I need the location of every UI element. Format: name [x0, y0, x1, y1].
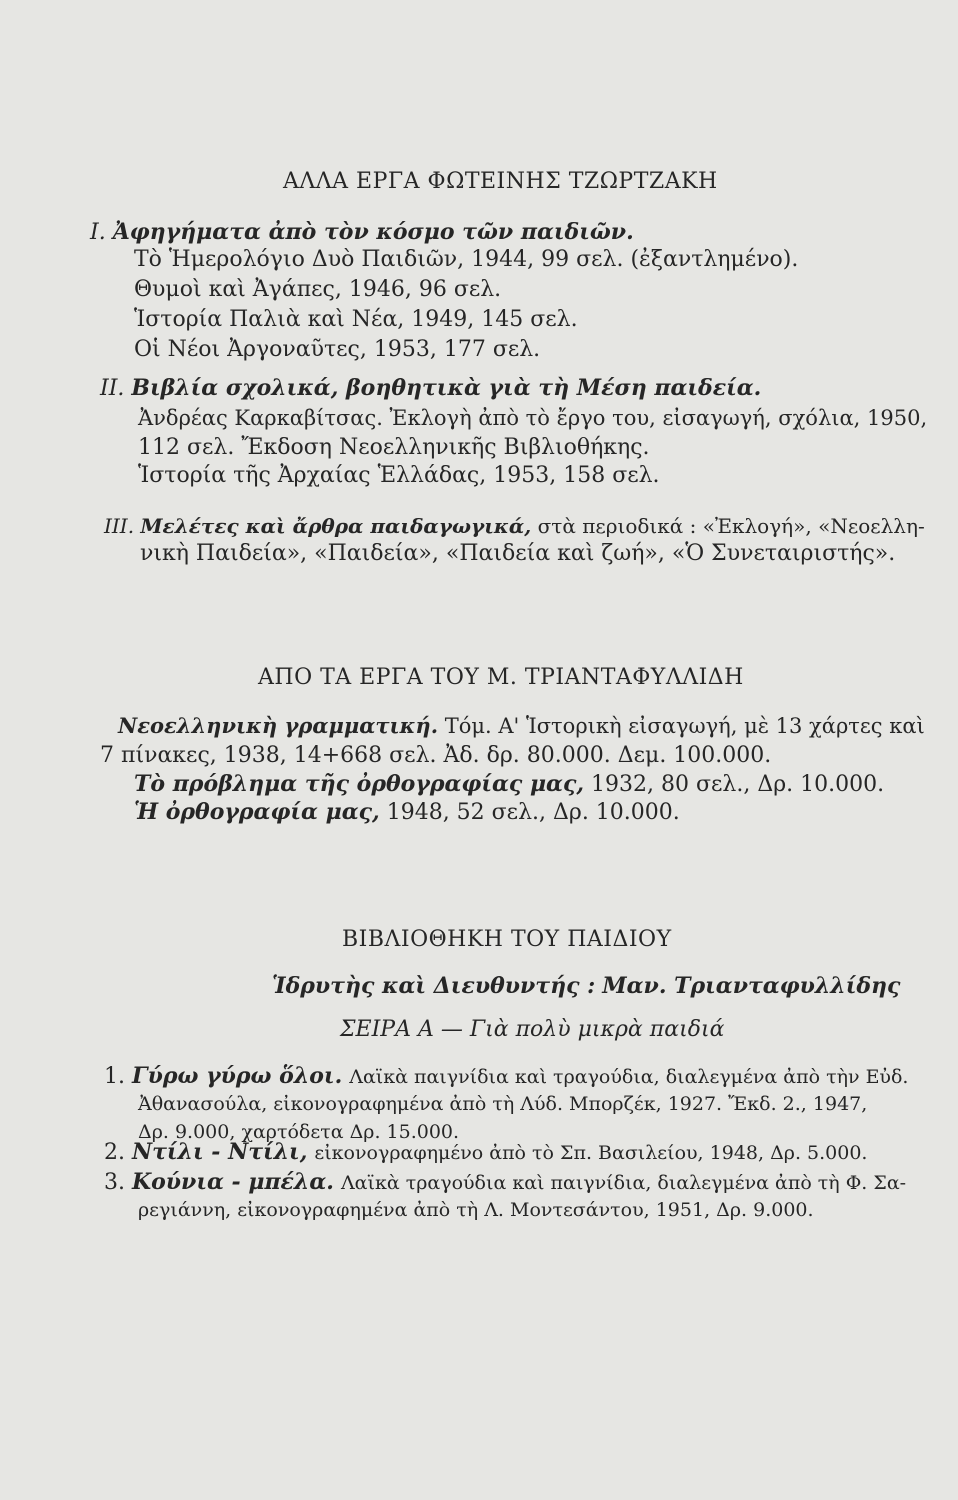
work-grammar-line2: 7 πίνακες, 1938, 14+668 σελ. Ἀδ. δρ. 80.000. Δεμ. 100.000.: [100, 743, 772, 768]
book-number: 1.: [104, 1064, 125, 1089]
work-orthography-problem-title: Τὸ πρόβλημα τῆς ὀρθογραφίας μας,: [134, 771, 585, 797]
section-iii-line2: νικὴ Παιδεία», «Παιδεία», «Παιδεία καὶ ζωή», «Ὁ Συνεταιριστής».: [140, 541, 896, 566]
section-iii-label: ΙΙΙ.: [104, 514, 135, 538]
book-title: Ντίλι - Ντίλι,: [132, 1139, 308, 1165]
book-title: Γύρω γύρω ὅλοι.: [132, 1063, 343, 1089]
work-orthography-rest: 1948, 52 σελ., Δρ. 10.000.: [386, 800, 680, 825]
book-3-line2: ρεγιάννη, εἰκονογραφημένα ἀπὸ τὴ Λ. Μοντεσάντου, 1951, Δρ. 9.000.: [138, 1199, 814, 1221]
section-ii-line: Ἱστορία τῆς Ἀρχαίας Ἑλλάδας, 1953, 158 σελ.: [138, 463, 660, 488]
book-1: [104, 1062, 908, 1091]
heading-triantafyllidis-works: ΑΠΟ ΤΑ ΕΡΓΑ ΤΟΥ Μ. ΤΡΙΑΝΤΑΦΥΛΛΙΔΗ: [258, 665, 744, 690]
section-ii-line: Ἀνδρέας Καρκαβίτσας. Ἐκλογὴ ἀπὸ τὸ ἔργο του, εἰσαγωγή, σχόλια, 1950,: [138, 406, 928, 430]
heading-other-works: ΑΛΛΑ ΕΡΓΑ ΦΩΤΕΙΝΗΣ ΤΖΩΡΤΖΑΚΗ: [283, 169, 718, 194]
book-description: Λαϊκὰ παιγνίδια καὶ τραγούδια, διαλεγμένα ἀπὸ τὴν Εὐδ.: [349, 1066, 909, 1088]
founder-name: Μαν. Τριανταφυλλίδης: [602, 973, 901, 999]
book-3: [104, 1168, 906, 1197]
work-grammar-rest: Τόμ. Α' Ἱστορικὴ εἰσαγωγή, μὲ 13 χάρτες καὶ: [444, 714, 925, 738]
section-i-item: Ἱστορία Παλιὰ καὶ Νέα, 1949, 145 σελ.: [134, 307, 578, 332]
section-iii-header: [104, 512, 925, 540]
section-ii-title: Βιβλία σχολικά, βοηθητικὰ γιὰ τὴ Μέση παιδεία.: [131, 375, 762, 401]
founder-label: Ἱδρυτὴς καὶ Διευθυντής :: [272, 973, 596, 999]
book-1-line2: Ἀθανασούλα, εἰκονογραφημένα ἀπὸ τὴ Λύδ. Μπορζέκ, 1927. Ἔκδ. 2., 1947,: [138, 1093, 868, 1115]
work-grammar: [118, 712, 925, 740]
section-ii-header: [100, 374, 761, 403]
book-2: [104, 1138, 867, 1167]
book-description: εἰκονογραφημένο ἀπὸ τὸ Σπ. Βασιλείου, 1948, Δρ. 5.000.: [314, 1142, 868, 1164]
series-title: ΣΕΙΡΑ Α — Γιὰ πολὺ μικρὰ παιδιά: [340, 1017, 725, 1042]
section-i-item: Τὸ Ἡμερολόγιο Δυὸ Παιδιῶν, 1944, 99 σελ. (ἐξαντλημένο).: [134, 247, 799, 272]
work-orthography-title: Ἡ ὀρθογραφία μας,: [134, 799, 380, 825]
book-number: 2.: [104, 1140, 125, 1165]
section-iii-title: Μελέτες καὶ ἄρθρα παιδαγωγικά,: [140, 514, 532, 538]
work-orthography: [134, 798, 680, 827]
book-title: Κούνια - μπέλα.: [132, 1169, 334, 1195]
book-1-line3: Δρ. 9.000, χαρτόδετα Δρ. 15.000.: [138, 1121, 460, 1143]
section-ii-line: 112 σελ. Ἔκδοση Νεοελληνικῆς Βιβλιοθήκης.: [138, 435, 650, 460]
work-grammar-title: Νεοελληνικὴ γραμματική.: [118, 713, 439, 738]
section-i-title: Ἀφηγήματα ἀπὸ τὸν κόσμο τῶν παιδιῶν.: [112, 219, 634, 245]
section-iii-rest: στὰ περιοδικά : «Ἐκλογή», «Νεοελλη-: [537, 514, 925, 538]
work-orthography-problem: [134, 770, 884, 799]
section-i-header: [90, 218, 634, 247]
book-number: 3.: [104, 1170, 125, 1195]
founder-line: [272, 972, 900, 1001]
work-orthography-problem-rest: 1932, 80 σελ., Δρ. 10.000.: [591, 772, 885, 797]
section-i-label: Ι.: [90, 220, 106, 245]
section-i-item: Θυμοὶ καὶ Ἀγάπες, 1946, 96 σελ.: [134, 277, 502, 302]
section-i-item: Οἱ Νέοι Ἀργοναῦτες, 1953, 177 σελ.: [134, 337, 541, 362]
section-ii-label: ΙΙ.: [100, 376, 125, 401]
heading-childrens-library: ΒΙΒΛΙΟΘΗΚΗ ΤΟΥ ΠΑΙΔΙΟΥ: [342, 927, 672, 952]
book-description: Λαϊκὰ τραγούδια καὶ παιγνίδια, διαλεγμένα ἀπὸ τὴ Φ. Σα-: [340, 1172, 907, 1194]
